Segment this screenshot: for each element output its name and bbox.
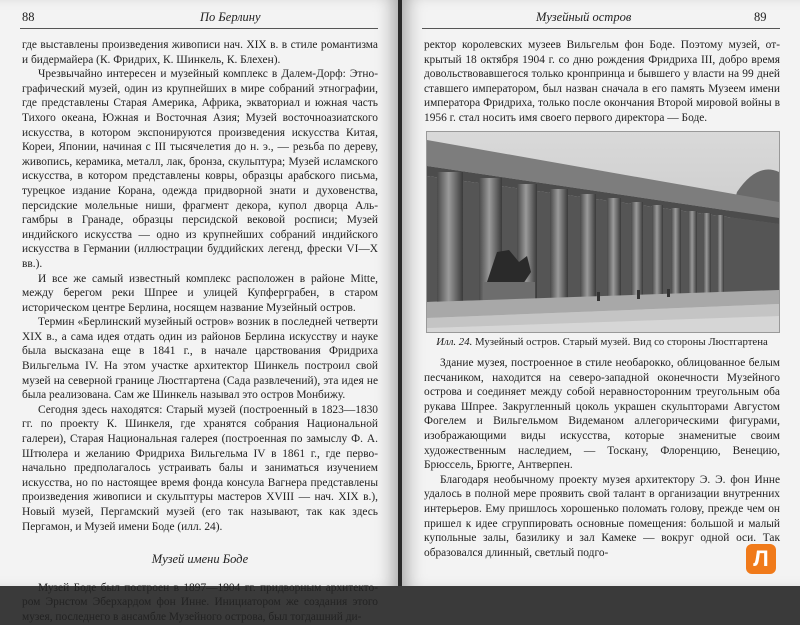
museum-photo: [426, 131, 780, 333]
photo-caption: [430, 336, 774, 348]
left-header-rule: [20, 28, 378, 29]
left-page: [0, 0, 398, 623]
left-section-paragraph: Музей Боде был построен в 1897—1904 гг. придворным архитектором Эрнстом Эберхардом фон Инне. Инициатором же создания этого музея, последнего в ансамбле Музейного острова, был тогдашний ди-: [22, 581, 378, 623]
right-page: [402, 0, 800, 586]
right-header: [424, 10, 780, 30]
caption-label: Илл. 24.: [436, 336, 473, 348]
right-top-text: [424, 38, 780, 126]
caption-text: Музейный остров. Старый музей. Вид со стороны Люстгартена: [475, 336, 768, 348]
left-paragraph-3: И все же самый известный комплекс расположен в районе Mitte, между берегом реки Шпрее и улицей Купферграбен, в старом историческом центре Берлина, носящем название Музейный остров.: [22, 272, 378, 314]
watermark-logo-icon: Л: [746, 544, 776, 574]
left-header: [22, 10, 382, 30]
right-paragraph-2: Благодаря необычному проекту музея архитектору Э. Э. фон Инне удалось в полной мере проявить свой талант в организации внутренних интерьеров. Ему пришлось хорошенько поломать голову, прежде чем он пришел к идее сгруппировать основные помещения: большой и малый купольные залы, базилику и зал Камеке — вокруг одной оси. Так образовался длинный, светлый подго-: [424, 473, 780, 559]
right-running-title: Музейный остров: [536, 10, 632, 24]
right-top-paragraph: ректор королевских музеев Вильгельм фон Боде. Поэтому музей, открытый 18 октября 1904 г. со дню рождения Фридриха III, добро время довольствовавшегося только кронпринца и бывшего у власти на 99 дней ставшего императором, был назван сначала в его память Музеем имени императора Фридриха, только после окончания Второй мировой войны в 1956 г. стал носить имя своего первого директора — Боде.: [424, 39, 780, 124]
right-page-number: 89: [754, 10, 767, 24]
left-running-title: По Берлину: [200, 10, 261, 24]
left-paragraph-2: Чрезвычайно интересен и музейный комплекс в Далем-Дорф: Этнографический музей, один из крупнейших в мире собраний этнографии, где представлены Старая Америка, Африка, экваториал и южная часть Тихого океана, Южная и Восточная Азия; Музей восточноазиатского искусства, в котором экспонируются произведения искусства Китая, Кореи, Японии, начиная с III тысячелетия до н. э., — резьба по дереву, живопись, керамика, металл, лак, бронза, скульптура; Музей исламского искусства, в котором представлены ковры, образцы арабского письма, турецкое издание Корана, одежда придворной знати и духовенства, персидские молельные ниши, фрагмент декора, купол дворца Альгамбры в Гранаде, образцы персидской вековой росписи; Музей индийского искусства — одно из крупнейших собраний индийского искусства в Германии (иллюстрации буддийских легенд, фрески VI—X вв.).: [22, 68, 378, 270]
left-paragraph-4: Термин «Берлинский музейный остров» возник в последней четверти XIX в., а сама идея отдать один из районов Берлина искусству и науке была высказана еще в 1841 г., в начале царствования Фридриха Вильгельма IV. На этом участке архитектор Шинкель построил свой музей на северной границе Люстгартена (Сада развлечений), эта идея не была реализована. Сам же Шинкель называл это остров Монбижу.: [22, 316, 378, 402]
left-paragraph-5: Сегодня здесь находятся: Старый музей (построенный в 1823—1830 гг. по проекту К. Шинкеля, где хранятся собрания Национальной галереи), Старая Национальная галерея (построенная по замыслу Ф. А. Штюлера и желанию Фридриха Вильгельма IV в 1861 г., где первоначально предполагалось устраивать балы и заниматься изучением искусства, но по настоящее время фонда консула Вагнера представлены произведения живописи и скульптуры мастеров XVIII — нач. XIX в.), Новый музей, Пергамский музей (его так называют, так как здесь Пергамон, и Музей имени Боде (илл. 24).: [22, 403, 378, 533]
left-page-number: 88: [22, 10, 35, 24]
section-heading: Музей имени Боде: [151, 552, 249, 567]
right-header-rule: [422, 28, 780, 29]
left-paragraph-1: где выставлены произведения живописи нач. XIX в. в стиле романтизма и бидермайера (К. Фридрих, К. Шинкель, К. Блехен).: [22, 39, 378, 66]
right-paragraph-1: Здание музея, построенное в стиле необарокко, облицованное белым песчаником, находится на северо-западной оконечности Музейного острова и соединяет между собой неравносторонним треугольным оба рукава Шпрее. Закругленный цоколь украшен скульпторами Августом Фогелем и Вильгельмом Видеманом аллегорическими фигурами, изображающими виды искусства, которые знаменитые своим художественным наследием, — Тоскану, Флоренцию, Венецию, Брюссель, Брюгге, Антверпен.: [424, 357, 780, 472]
right-bottom-text: [424, 356, 780, 560]
left-body-text: [22, 38, 378, 625]
